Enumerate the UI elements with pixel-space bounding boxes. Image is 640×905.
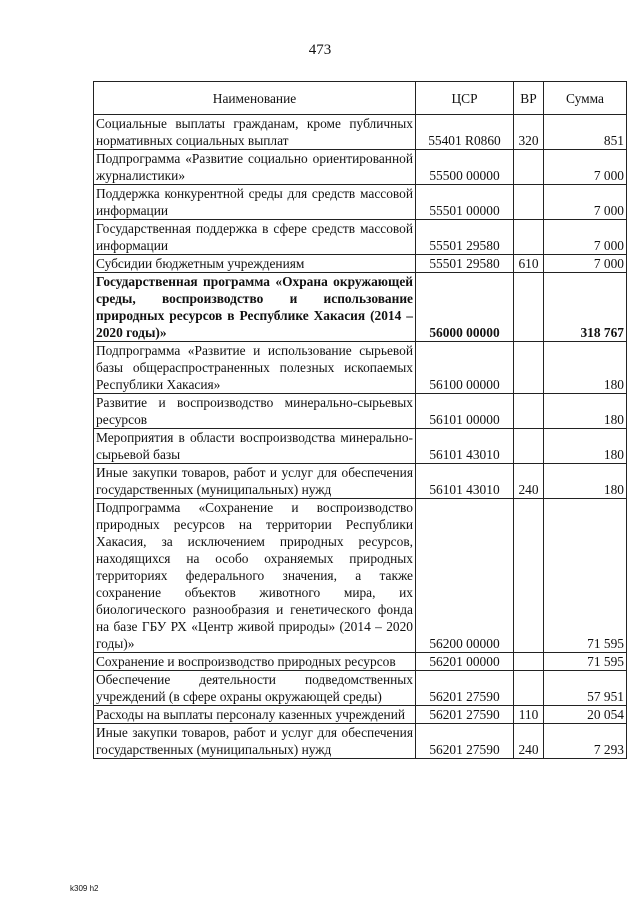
cell-vr <box>514 342 544 394</box>
cell-name: Государственная поддержка в сфере средств массовой информации <box>94 220 416 255</box>
table-row <box>94 671 627 706</box>
cell-vr <box>514 653 544 671</box>
cell-csr: 55401 R0860 <box>416 115 514 150</box>
cell-vr <box>514 671 544 706</box>
cell-sum: 851 <box>544 115 627 150</box>
cell-csr: 55501 29580 <box>416 220 514 255</box>
cell-name: Субсидии бюджетным учреждениям <box>94 255 416 273</box>
table-row <box>94 724 627 759</box>
cell-vr: 610 <box>514 255 544 273</box>
cell-sum: 7 000 <box>544 185 627 220</box>
cell-name: Обеспечение деятельности подведомственных учреждений (в сфере охраны окружающей среды) <box>94 671 416 706</box>
cell-vr <box>514 394 544 429</box>
cell-sum: 180 <box>544 429 627 464</box>
cell-name: Социальные выплаты гражданам, кроме публичных нормативных социальных выплат <box>94 115 416 150</box>
cell-csr: 55501 29580 <box>416 255 514 273</box>
cell-name: Подпрограмма «Сохранение и воспроизводство природных ресурсов на территории Республики Хакасия, за исключением природных ресурсов, находящихся на особо охраняемых природных территориях федерального значения, а также сохранение объектов животного мира, их биологического разнообразия и генетического фонда на базе ГБУ РХ «Центр живой природы» (2014 – 2020 годы)» <box>94 499 416 653</box>
table-row <box>94 499 627 653</box>
header-name: Наименование <box>94 82 416 115</box>
cell-csr: 56201 27590 <box>416 706 514 724</box>
budget-table <box>93 81 627 759</box>
cell-name: Иные закупки товаров, работ и услуг для обеспечения государственных (муниципальных) нужд <box>94 724 416 759</box>
cell-vr: 240 <box>514 724 544 759</box>
cell-csr: 56200 00000 <box>416 499 514 653</box>
cell-sum: 7 000 <box>544 255 627 273</box>
cell-vr: 320 <box>514 115 544 150</box>
footer-code: k309 h2 <box>70 884 99 893</box>
cell-csr: 56100 00000 <box>416 342 514 394</box>
cell-sum: 71 595 <box>544 653 627 671</box>
cell-csr: 56201 27590 <box>416 671 514 706</box>
cell-vr: 110 <box>514 706 544 724</box>
cell-vr: 240 <box>514 464 544 499</box>
table-row <box>94 255 627 273</box>
cell-sum: 7 000 <box>544 220 627 255</box>
cell-csr: 56101 43010 <box>416 429 514 464</box>
cell-sum: 71 595 <box>544 499 627 653</box>
cell-csr: 55500 00000 <box>416 150 514 185</box>
page-number: 473 <box>308 42 332 58</box>
table-row <box>94 185 627 220</box>
cell-sum: 20 054 <box>544 706 627 724</box>
cell-vr <box>514 499 544 653</box>
cell-sum: 7 000 <box>544 150 627 185</box>
cell-name: Мероприятия в области воспроизводства минерально-сырьевой базы <box>94 429 416 464</box>
cell-name: Государственная программа «Охрана окружающей среды, воспроизводство и использование природных ресурсов в Республике Хакасия (2014 – 2020 годы)» <box>94 273 416 342</box>
cell-name: Подпрограмма «Развитие и использование сырьевой базы общераспространенных полезных ископаемых Республики Хакасия» <box>94 342 416 394</box>
table-header-row <box>94 82 627 115</box>
cell-sum: 7 293 <box>544 724 627 759</box>
cell-vr <box>514 220 544 255</box>
table-row <box>94 429 627 464</box>
header-sum: Сумма <box>544 82 627 115</box>
cell-csr: 56201 00000 <box>416 653 514 671</box>
cell-vr <box>514 185 544 220</box>
table-row <box>94 342 627 394</box>
cell-name: Подпрограмма «Развитие социально ориентированной журналистики» <box>94 150 416 185</box>
cell-csr: 56201 27590 <box>416 724 514 759</box>
table-row <box>94 150 627 185</box>
cell-sum: 180 <box>544 464 627 499</box>
cell-name: Расходы на выплаты персоналу казенных учреждений <box>94 706 416 724</box>
cell-vr <box>514 429 544 464</box>
cell-name: Сохранение и воспроизводство природных ресурсов <box>94 653 416 671</box>
cell-csr: 56000 00000 <box>416 273 514 342</box>
cell-csr: 56101 00000 <box>416 394 514 429</box>
cell-sum: 180 <box>544 394 627 429</box>
cell-csr: 55501 00000 <box>416 185 514 220</box>
table-row <box>94 706 627 724</box>
cell-name: Развитие и воспроизводство минерально-сырьевых ресурсов <box>94 394 416 429</box>
table-row <box>94 220 627 255</box>
header-csr: ЦСР <box>416 82 514 115</box>
cell-vr <box>514 150 544 185</box>
cell-csr: 56101 43010 <box>416 464 514 499</box>
cell-name: Иные закупки товаров, работ и услуг для обеспечения государственных (муниципальных) нужд <box>94 464 416 499</box>
table-row <box>94 464 627 499</box>
table-row <box>94 653 627 671</box>
table-row <box>94 115 627 150</box>
table-row <box>94 273 627 342</box>
cell-name: Поддержка конкурентной среды для средств массовой информации <box>94 185 416 220</box>
table-row <box>94 394 627 429</box>
cell-sum: 318 767 <box>544 273 627 342</box>
cell-sum: 180 <box>544 342 627 394</box>
cell-sum: 57 951 <box>544 671 627 706</box>
header-vr: ВР <box>514 82 544 115</box>
cell-vr <box>514 273 544 342</box>
